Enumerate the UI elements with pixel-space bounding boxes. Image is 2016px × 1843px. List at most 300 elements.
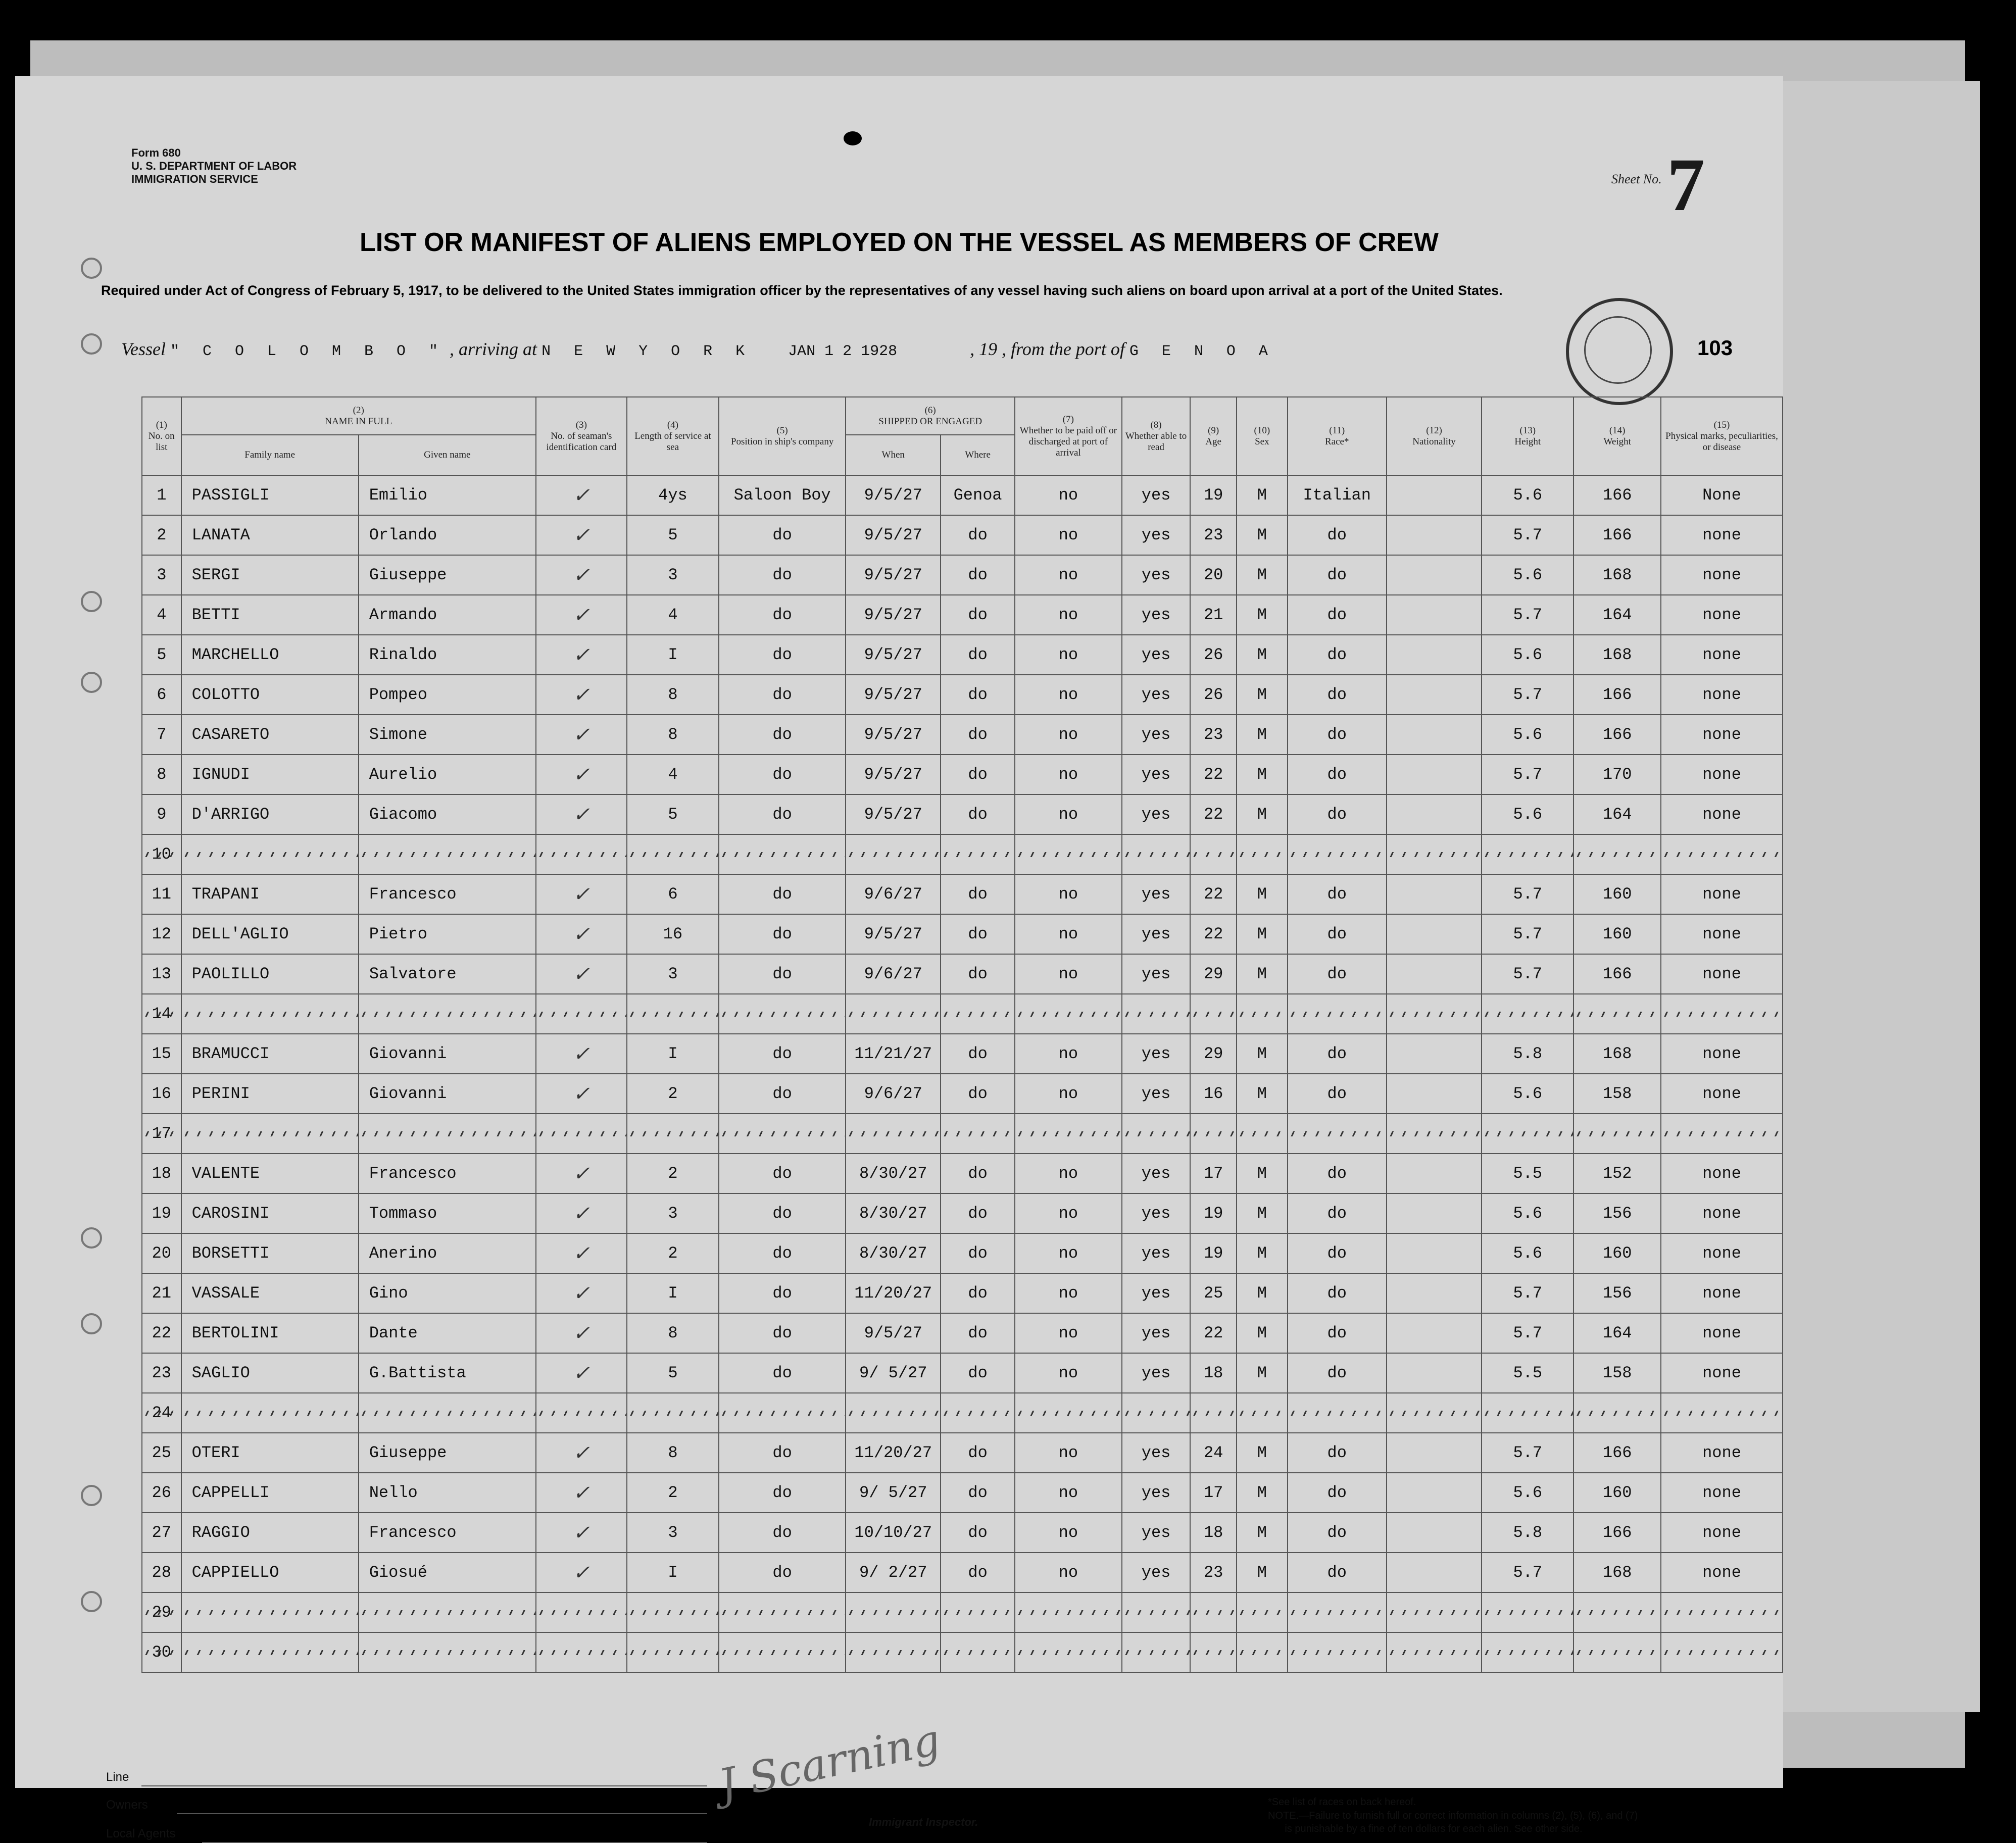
cell-age: 23 [1190,1553,1237,1592]
cell-service [627,1632,719,1672]
cell-paid: no [1015,675,1122,715]
cell-family: VASSALE [181,1273,359,1313]
cell-read: yes [1122,1193,1191,1233]
cell-read: yes [1122,1233,1191,1273]
cell-marks: none [1661,755,1783,794]
cell-read: yes [1122,874,1191,914]
cell-no: 14 [142,994,181,1034]
cell-sex: M [1237,475,1288,515]
cell-given: Giovanni [359,1034,536,1074]
cell-race: do [1288,1473,1387,1513]
cell-position: do [719,1353,846,1393]
cell-weight: 168 [1574,635,1661,675]
department-name: U. S. DEPARTMENT OF LABOR [131,160,297,172]
cell-family: CAROSINI [181,1193,359,1233]
cell-paid: no [1015,1193,1122,1233]
cell-age: 23 [1190,515,1237,555]
cell-given: Pompeo [359,675,536,715]
cell-no: 20 [142,1233,181,1273]
cell-given [359,1114,536,1154]
cell-read: yes [1122,1473,1191,1513]
cell-when: 11/20/27 [846,1433,941,1473]
cell-race: do [1288,1154,1387,1193]
cell-sex: M [1237,675,1288,715]
cell-race: do [1288,914,1387,954]
cell-paid: no [1015,755,1122,794]
cell-card [536,1393,627,1433]
cell-position: do [719,715,846,755]
cell-card: ✓ [536,715,627,755]
cell-position: do [719,515,846,555]
cell-position: do [719,1034,846,1074]
cell-family [181,1632,359,1672]
cell-where: do [941,1034,1015,1074]
cell-nat [1387,1433,1482,1473]
cell-marks: none [1661,1154,1783,1193]
cell-card: ✓ [536,1154,627,1193]
cell-nat [1387,834,1482,874]
service-name: IMMIGRATION SERVICE [131,173,258,185]
cell-when [846,1393,941,1433]
cell-age: 18 [1190,1353,1237,1393]
cell-nat [1387,475,1482,515]
cell-marks: none [1661,555,1783,595]
cell-sex [1237,1592,1288,1632]
cell-age: 18 [1190,1513,1237,1553]
cell-given: Giosué [359,1553,536,1592]
cell-age: 22 [1190,1313,1237,1353]
cell-height: 5.6 [1482,1473,1574,1513]
cell-when: 9/5/27 [846,675,941,715]
cell-where: do [941,1313,1015,1353]
cell-sex: M [1237,1273,1288,1313]
cell-height: 5.7 [1482,1273,1574,1313]
cell-service: 3 [627,1193,719,1233]
table-row [142,1592,1783,1632]
cell-marks: none [1661,715,1783,755]
cell-paid: no [1015,475,1122,515]
cell-race: do [1288,595,1387,635]
cell-position: do [719,675,846,715]
cell-age: 17 [1190,1154,1237,1193]
cell-service: 16 [627,914,719,954]
cell-race [1288,1592,1387,1632]
cell-read: yes [1122,595,1191,635]
cell-position [719,1114,846,1154]
col-header-service: (4) Length of service at sea [627,397,719,475]
cell-race: do [1288,874,1387,914]
cell-card: ✓ [536,1034,627,1074]
cell-race: do [1288,515,1387,555]
cell-height: 5.8 [1482,1513,1574,1553]
cell-sex: M [1237,1313,1288,1353]
cell-card [536,834,627,874]
cell-sex: M [1237,1473,1288,1513]
cell-height: 5.7 [1482,515,1574,555]
cell-where: do [941,874,1015,914]
cell-height: 5.7 [1482,874,1574,914]
cell-age: 19 [1190,1233,1237,1273]
cell-nat [1387,994,1482,1034]
binder-ring [81,1591,102,1612]
cell-race: do [1288,1034,1387,1074]
cell-marks [1661,1632,1783,1672]
cell-no: 12 [142,914,181,954]
cell-when: 10/10/27 [846,1513,941,1553]
cell-nat [1387,1473,1482,1513]
cell-service: I [627,635,719,675]
page-number: 103 [1697,336,1733,360]
table-row [142,1513,1783,1553]
col-header-no: (1) No. on list [142,397,181,475]
punch-hole [844,131,862,145]
cell-age: 22 [1190,794,1237,834]
cell-nat [1387,635,1482,675]
col-header-position: (5) Position in ship's company [719,397,846,475]
cell-card: ✓ [536,635,627,675]
cell-position [719,1393,846,1433]
manifest-page [15,76,1783,1840]
cell-read: yes [1122,1353,1191,1393]
cell-card: ✓ [536,1473,627,1513]
cell-marks: none [1661,595,1783,635]
vessel-name: " C O L O M B O " [170,343,446,360]
cell-given: Rinaldo [359,635,536,675]
cell-family: SERGI [181,555,359,595]
cell-race: do [1288,675,1387,715]
cell-service: 4 [627,595,719,635]
cell-family: VALENTE [181,1154,359,1193]
cell-height: 5.7 [1482,1433,1574,1473]
cell-position: do [719,1233,846,1273]
cell-where: do [941,1074,1015,1114]
cell-card [536,994,627,1034]
cell-weight: 166 [1574,475,1661,515]
cell-paid: no [1015,1513,1122,1553]
cell-where [941,834,1015,874]
cell-no: 9 [142,794,181,834]
cell-nat [1387,675,1482,715]
table-row [142,555,1783,595]
cell-when: 9/5/27 [846,914,941,954]
cell-where [941,1393,1015,1433]
cell-nat [1387,555,1482,595]
cell-no: 24 [142,1393,181,1433]
cell-marks: none [1661,1313,1783,1353]
col-header-shipped: (6) SHIPPED OR ENGAGED [846,397,1015,435]
cell-card: ✓ [536,475,627,515]
cell-when: 8/30/27 [846,1193,941,1233]
cell-family: LANATA [181,515,359,555]
cell-weight: 160 [1574,1233,1661,1273]
cell-race: do [1288,635,1387,675]
cell-when: 11/21/27 [846,1034,941,1074]
cell-no: 6 [142,675,181,715]
cell-weight: 160 [1574,914,1661,954]
cell-given [359,994,536,1034]
cell-no: 3 [142,555,181,595]
cell-family: D'ARRIGO [181,794,359,834]
cell-when: 8/30/27 [846,1154,941,1193]
cell-nat [1387,1233,1482,1273]
cell-race: do [1288,1193,1387,1233]
cell-marks: none [1661,1433,1783,1473]
cell-age: 25 [1190,1273,1237,1313]
cell-position: do [719,1193,846,1233]
cell-read [1122,1632,1191,1672]
table-row [142,1473,1783,1513]
cell-given: Giuseppe [359,555,536,595]
cell-card: ✓ [536,1433,627,1473]
table-row [142,675,1783,715]
cell-read [1122,834,1191,874]
cell-no: 16 [142,1074,181,1114]
cell-service: 6 [627,874,719,914]
cell-when [846,994,941,1034]
cell-marks: none [1661,675,1783,715]
cell-race: do [1288,555,1387,595]
cell-card: ✓ [536,515,627,555]
cell-race: do [1288,1513,1387,1553]
cell-marks: none [1661,635,1783,675]
cell-height: 5.5 [1482,1353,1574,1393]
cell-sex: M [1237,595,1288,635]
cell-sex: M [1237,954,1288,994]
col-header-race: (11) Race* [1288,397,1387,475]
page-title: LIST OR MANIFEST OF ALIENS EMPLOYED ON THE VESSEL AS MEMBERS OF CREW [360,228,1439,257]
cell-marks: none [1661,1074,1783,1114]
cell-nat [1387,1154,1482,1193]
cell-race [1288,1393,1387,1433]
table-row [142,1553,1783,1592]
cell-given: Tommaso [359,1193,536,1233]
cell-where: do [941,1513,1015,1553]
cell-height: 5.6 [1482,1233,1574,1273]
cell-read: yes [1122,635,1191,675]
cell-service: 2 [627,1154,719,1193]
cell-age: 24 [1190,1433,1237,1473]
cell-marks: none [1661,1473,1783,1513]
cell-sex: M [1237,555,1288,595]
cell-weight: 166 [1574,1433,1661,1473]
arrival-port: N E W Y O R K [542,343,752,360]
cell-marks [1661,834,1783,874]
cell-race: do [1288,1553,1387,1592]
binder-ring [81,1227,102,1249]
table-row [142,1154,1783,1193]
cell-paid: no [1015,1273,1122,1313]
cell-race: do [1288,794,1387,834]
line-label: Line [106,1770,129,1784]
vessel-label: Vessel [121,339,166,359]
cell-no: 11 [142,874,181,914]
col-header-weight: (14) Weight [1574,397,1661,475]
cell-where: do [941,914,1015,954]
cell-when: 9/5/27 [846,635,941,675]
cell-nat [1387,1273,1482,1313]
table-row [142,794,1783,834]
departure-port: G E N O A [1129,343,1275,360]
cell-nat [1387,874,1482,914]
crew-manifest-table [141,396,1783,1673]
cell-read: yes [1122,475,1191,515]
cell-position: do [719,914,846,954]
cell-where [941,1114,1015,1154]
line-rule [141,1785,707,1786]
cell-weight: 170 [1574,755,1661,794]
owners-rule [177,1813,707,1814]
cell-marks: none [1661,1193,1783,1233]
cell-family: CAPPIELLO [181,1553,359,1592]
cell-marks: none [1661,1034,1783,1074]
cell-no: 19 [142,1193,181,1233]
cell-weight: 156 [1574,1273,1661,1313]
cell-marks: none [1661,1233,1783,1273]
cell-where: do [941,1553,1015,1592]
cell-family: OTERI [181,1433,359,1473]
binder-ring [81,1485,102,1506]
cell-nat [1387,914,1482,954]
cell-nat [1387,1393,1482,1433]
table-row [142,1074,1783,1114]
cell-card: ✓ [536,755,627,794]
page-subtitle: Required under Act of Congress of February 5, 1917, to be delivered to the United States immigration officer by the representatives of any vessel having such aliens on board upon arrival at a port of the United States. [101,283,1503,298]
cell-weight: 166 [1574,675,1661,715]
cell-marks: none [1661,515,1783,555]
cell-given: G.Battista [359,1353,536,1393]
cell-height: 5.7 [1482,914,1574,954]
cell-card: ✓ [536,1074,627,1114]
cell-race: do [1288,1233,1387,1273]
cell-no: 18 [142,1154,181,1193]
cell-read [1122,1393,1191,1433]
binder-ring [81,672,102,693]
cell-given: Salvatore [359,954,536,994]
consulate-stamp [1566,298,1673,405]
cell-no: 29 [142,1592,181,1632]
table-row [142,874,1783,914]
cell-given: Francesco [359,1154,536,1193]
cell-nat [1387,1513,1482,1553]
cell-where: do [941,555,1015,595]
cell-read: yes [1122,1154,1191,1193]
cell-height: 5.6 [1482,794,1574,834]
cell-where: do [941,595,1015,635]
cell-service: 2 [627,1074,719,1114]
cell-sex [1237,1114,1288,1154]
col-header-marks: (15) Physical marks, peculiarities, or disease [1661,397,1783,475]
cell-marks: none [1661,874,1783,914]
cell-family [181,1393,359,1433]
cell-when: 9/5/27 [846,555,941,595]
cell-age: 19 [1190,1193,1237,1233]
cell-given: Simone [359,715,536,755]
cell-weight: 168 [1574,555,1661,595]
cell-position: do [719,1513,846,1553]
cell-sex: M [1237,1353,1288,1393]
cell-when [846,1592,941,1632]
cell-height [1482,1592,1574,1632]
cell-marks: None [1661,475,1783,515]
cell-weight [1574,834,1661,874]
cell-family: BORSETTI [181,1233,359,1273]
cell-weight: 166 [1574,515,1661,555]
cell-position: Saloon Boy [719,475,846,515]
cell-paid: no [1015,715,1122,755]
cell-paid: no [1015,1154,1122,1193]
cell-when [846,1632,941,1672]
cell-age: 26 [1190,635,1237,675]
cell-age: 19 [1190,475,1237,515]
cell-service [627,1114,719,1154]
cell-race [1288,994,1387,1034]
table-row [142,1353,1783,1393]
cell-paid: no [1015,914,1122,954]
cell-position: do [719,1473,846,1513]
table-row [142,1433,1783,1473]
cell-where: do [941,715,1015,755]
table-row [142,755,1783,794]
cell-read: yes [1122,515,1191,555]
cell-paid: no [1015,1433,1122,1473]
cell-race: do [1288,1273,1387,1313]
cell-family: RAGGIO [181,1513,359,1553]
cell-nat [1387,1074,1482,1114]
cell-given: Emilio [359,475,536,515]
col-header-height: (13) Height [1482,397,1574,475]
cell-no: 13 [142,954,181,994]
manifest-sheet [15,76,1783,1840]
cell-position [719,1632,846,1672]
cell-when: 8/30/27 [846,1233,941,1273]
cell-marks: none [1661,1273,1783,1313]
cell-marks: none [1661,914,1783,954]
cell-family [181,1592,359,1632]
cell-no: 10 [142,834,181,874]
cell-where: do [941,1233,1015,1273]
cell-given: Francesco [359,874,536,914]
cell-read: yes [1122,914,1191,954]
cell-when: 9/ 2/27 [846,1553,941,1592]
cell-height: 5.7 [1482,755,1574,794]
cell-no: 26 [142,1473,181,1513]
cell-position: do [719,555,846,595]
cell-where: do [941,1273,1015,1313]
cell-no: 21 [142,1273,181,1313]
cell-when: 9/6/27 [846,874,941,914]
cell-service: 8 [627,715,719,755]
cell-card: ✓ [536,1313,627,1353]
cell-height [1482,994,1574,1034]
cell-read: yes [1122,755,1191,794]
binder-ring [81,333,102,355]
cell-weight: 156 [1574,1193,1661,1233]
cell-no: 2 [142,515,181,555]
cell-no: 8 [142,755,181,794]
cell-sex: M [1237,1034,1288,1074]
cell-family: SAGLIO [181,1353,359,1393]
cell-nat [1387,755,1482,794]
table-row [142,1393,1783,1433]
cell-where: do [941,954,1015,994]
cell-given [359,1632,536,1672]
cell-sex: M [1237,1154,1288,1193]
cell-no: 5 [142,635,181,675]
cell-sex: M [1237,715,1288,755]
cell-card: ✓ [536,954,627,994]
cell-read: yes [1122,1433,1191,1473]
table-row [142,595,1783,635]
